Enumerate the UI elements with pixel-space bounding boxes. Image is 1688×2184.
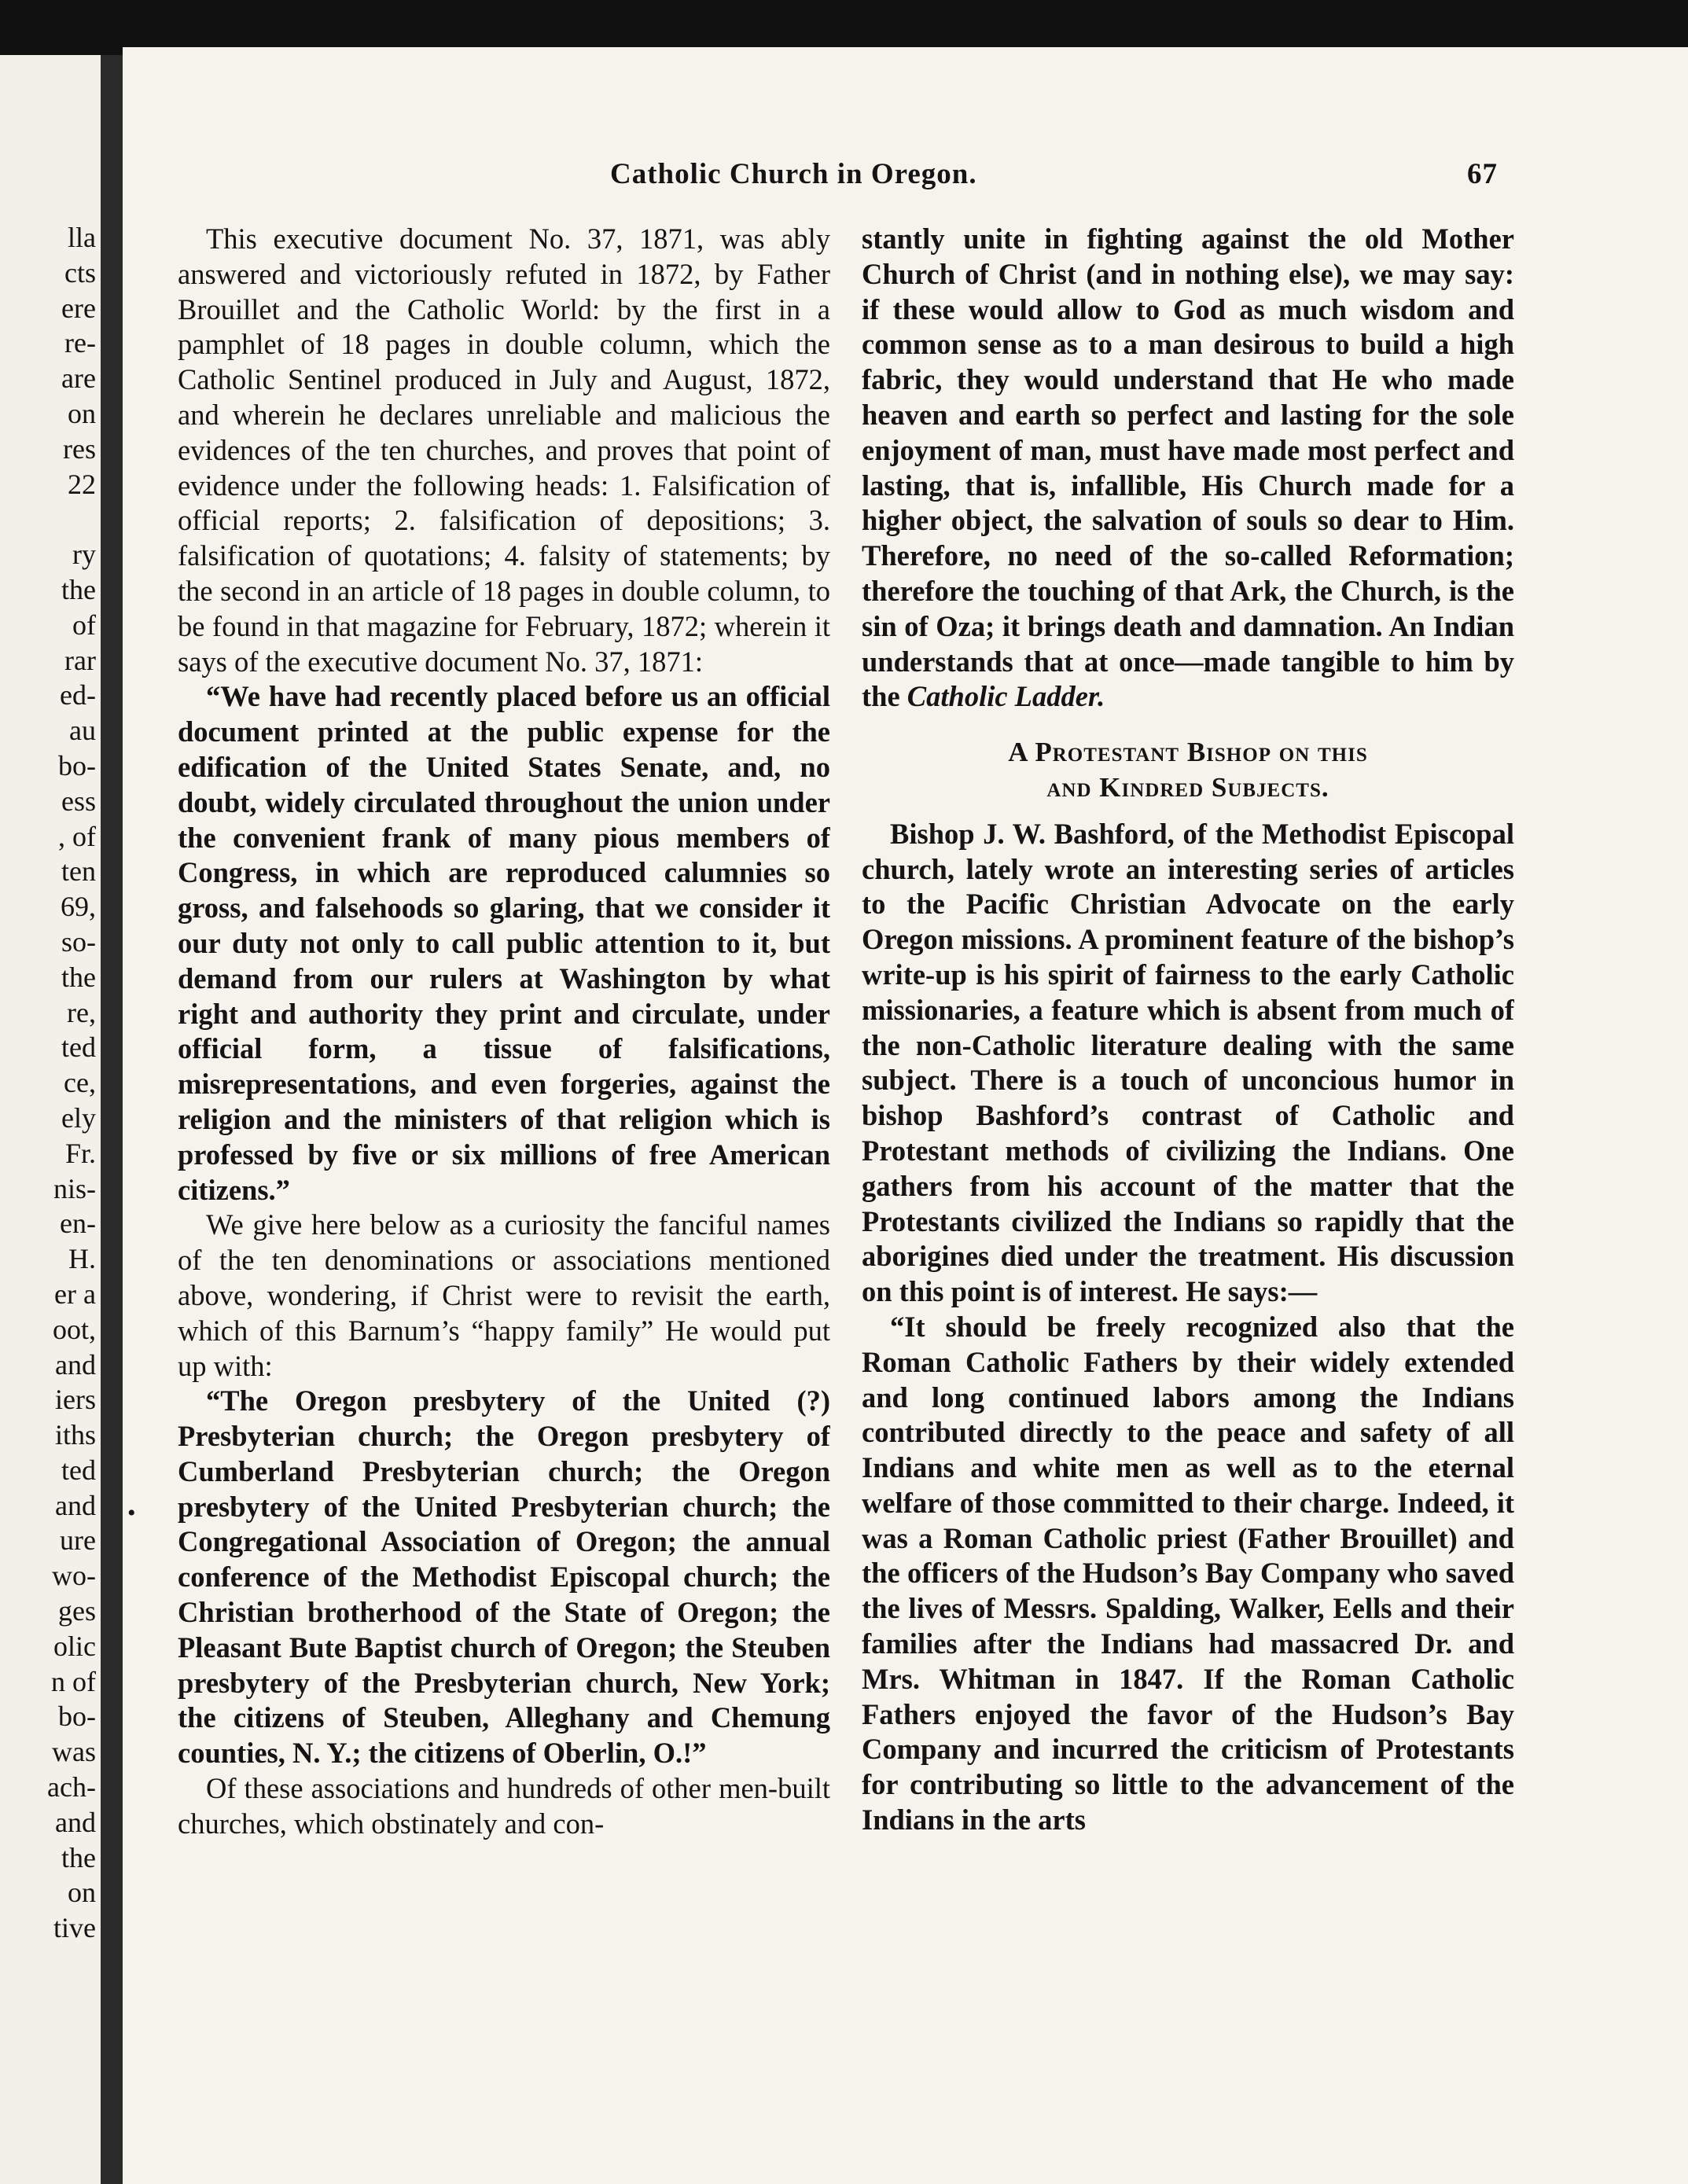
- left-page-fragment: bo-: [58, 1701, 96, 1733]
- left-page-fragment: er a: [54, 1278, 96, 1310]
- left-page-fragment: and: [55, 1348, 96, 1381]
- paragraph-executive-document: This executive document No. 37, 1871, was ably answered and victoriously refuted in 1872, by Father Brouillet and the Catholic World: by the first in a pamphlet of 18 pages in double column, which the Catholic Sentinel produced in July and August, 1872, and wherein he declares unreliable and malicious the evidences of the ten churches, and proves that point of evidence under the following heads: 1. Falsification of official reports; 2. falsification of depositions; 3. falsification of quotations; 4. falsity of statements; by the second in an article of 18 pages in double column, to be found in that magazine for February, 1872; wherein it says of the executive document No. 37, 1871:: [178, 222, 830, 678]
- left-page-fragment: ted: [61, 1031, 96, 1064]
- page-number: 67: [1467, 158, 1498, 190]
- left-page-fragment: ted: [61, 1454, 96, 1486]
- left-column: [178, 222, 830, 2140]
- left-page-fragment: 22: [68, 468, 96, 500]
- left-page-fragment: n of: [51, 1665, 96, 1697]
- left-page-fragment: lla: [68, 222, 96, 253]
- left-page-fragment: ges: [58, 1595, 96, 1627]
- left-page-fragment: tive: [53, 1912, 96, 1944]
- paragraph-associations: Of these associations and hundreds of other men-built churches, which obstinately and con-: [178, 1772, 830, 1840]
- quote-catholic-world: “We have had recently placed before us an official document printed at the public expense for the edification of the United States Senate, and, no doubt, widely circulated throughout the union under the convenient frank of many pious members of Congress, in which are reproduced calumnies so gross, and falsehoods so glaring, that we consider it our duty not only to call public attention to it, but demand from our rulers at Washington by what right and authority they print and circulate, under official form, a tissue of falsifications, misrepresentations, and even forgeries, against the religion and the ministers of that religion which is professed by five or six millions of free American citizens.”: [178, 680, 830, 1206]
- left-page-fragment: rar: [64, 644, 96, 676]
- quote-denominations-list: “The Oregon presbytery of the United (?) Presbyterian church; the Oregon presbytery of Cumberland Presbyterian church; the Oregon presbytery of the United Presbyterian church; the Congregational Association of Oregon; the annual conference of the Methodist Episcopal church; the Christian brotherhood of the State of Oregon; the Pleasant Bute Baptist church of Oregon; the Steuben presbytery of the Presbyterian church, New York; the citizens of Steuben, Alleghany and Chemung counties, N. Y.; the citizens of Oberlin, O.!”: [178, 1384, 830, 1770]
- quote-bashford: “It should be freely recognized also that the Roman Catholic Fathers by their widely extended and long continued labors among the Indians contributed directly to the peace and safety of all Indians and white men as well as to the eternal welfare of those committed to their charge. Indeed, it was a Roman Catholic priest (Father Brouillet) and the officers of the Hudson’s Bay Company who saved the lives of Messrs. Spalding, Walker, Eells and their families after the Indians had massacred Dr. and Mrs. Whitman in 1847. If the Roman Catholic Fathers enjoyed the favor of the Hudson’s Bay Company and incurred the criticism of Protestants for contributing so little to the advancement of the Indians in the arts: [862, 1310, 1514, 1837]
- paragraph-denominations: We give here below as a curiosity the fanciful names of the ten denominations or associations mentioned above, wondering, if Christ were to revisit the earth, which of this Barnum’s “happy family” He would put up with:: [178, 1208, 830, 1382]
- paragraph-bishop-bashford: Bishop J. W. Bashford, of the Methodist Episcopal church, lately wrote an interesting series of articles to the Pacific Christian Advocate on the early Oregon missions. A prominent feature of the bishop’s write-up is his spirit of fairness to the early Catholic missionaries, a feature which is absent from much of the non-Catholic literature dealing with the same subject. There is a touch of unconcious humor in bishop Bashford’s contrast of Catholic and Protestant methods of civilizing the Indians. One gathers from his account of the matter that the Protestants civilized the Indians so rapidly that the aborigines died under the treatment. His discussion on this point is of interest. He says:—: [862, 817, 1514, 1308]
- left-page-fragment: so-: [61, 925, 96, 958]
- left-page-fragment: [47, 502, 96, 537]
- left-page-fragment: and: [55, 1806, 96, 1838]
- book-gutter: [101, 55, 123, 2184]
- left-page-fragment: Fr.: [64, 1137, 96, 1169]
- left-page-fragment: re,: [67, 996, 96, 1028]
- left-page-fragment: ere: [61, 292, 96, 324]
- left-page-fragment: are: [61, 362, 96, 395]
- left-page-fragment: en-: [60, 1208, 96, 1240]
- left-page-fragment: the: [61, 1841, 96, 1873]
- left-page-fragment: ach-: [47, 1771, 96, 1803]
- section-heading: [862, 735, 1514, 806]
- left-page-fragment: re-: [64, 327, 96, 359]
- catholic-ladder-title: Catholic Ladder.: [907, 680, 1105, 713]
- left-page-fragment: and: [55, 1489, 96, 1521]
- left-page-fragment: ure: [60, 1524, 96, 1557]
- left-page-fragment: cts: [64, 256, 96, 289]
- left-page-fragment: the: [61, 573, 96, 605]
- left-page-fragment: ess: [61, 785, 96, 817]
- left-page-fragment: on: [68, 1877, 96, 1909]
- left-page-fragment: ely: [61, 1101, 96, 1134]
- left-page-fragment: ed-: [60, 679, 96, 711]
- left-page-fragment: ce,: [64, 1067, 96, 1099]
- margin-bullet-mark: •: [127, 1500, 136, 1526]
- left-page-fragment: 69,: [61, 891, 96, 923]
- running-head: [123, 157, 1688, 204]
- paragraph-continuation: [862, 222, 1514, 715]
- left-page-edge: [0, 55, 101, 2184]
- left-page-fragment: res: [63, 432, 96, 465]
- left-page-fragment: nis-: [53, 1172, 96, 1204]
- left-page-fragment: ten: [61, 855, 96, 888]
- right-column: [862, 222, 1514, 2140]
- left-page-fragment: iers: [55, 1384, 96, 1416]
- right-page: [123, 47, 1688, 2184]
- left-page-fragment: the: [61, 961, 96, 993]
- continuation-text: stantly unite in fighting against the old Mother Church of Christ (and in nothing else), we may say: if these would allow to God as much wisdom and common sense as to a man desirous to build a high fabric, they would understand that He who made heaven and earth so perfect and lasting for the sole enjoyment of man, must have made most perfect and lasting, that is, infallible, His Church made for a higher object, the salvation of souls so dear to Him. Therefore, no need of the so-called Reformation; therefore the touching of that Ark, the Church, is the sin of Oza; it brings death and damnation. An Indian understands that at once—made tangible to him by the: [862, 222, 1514, 713]
- left-page-fragment: on: [68, 397, 96, 429]
- section-heading-line-1: A Protestant Bishop on this: [1008, 737, 1368, 768]
- section-heading-line-2: and Kindred Subjects.: [1046, 771, 1329, 803]
- running-title: Catholic Church in Oregon.: [610, 158, 977, 190]
- left-page-fragments: [47, 220, 96, 1946]
- left-page-fragment: olic: [53, 1630, 96, 1662]
- left-page-fragment: H.: [68, 1243, 96, 1275]
- left-page-fragment: wo-: [52, 1560, 96, 1592]
- left-page-fragment: oot,: [52, 1313, 96, 1345]
- left-page-fragment: bo-: [58, 749, 96, 781]
- left-page-fragment: was: [52, 1736, 96, 1768]
- left-page-fragment: iths: [54, 1419, 96, 1451]
- left-page-fragment: au: [69, 715, 96, 747]
- left-page-fragment: ry: [72, 539, 96, 571]
- left-page-fragment: of: [72, 609, 96, 641]
- left-page-fragment: , of: [58, 820, 96, 852]
